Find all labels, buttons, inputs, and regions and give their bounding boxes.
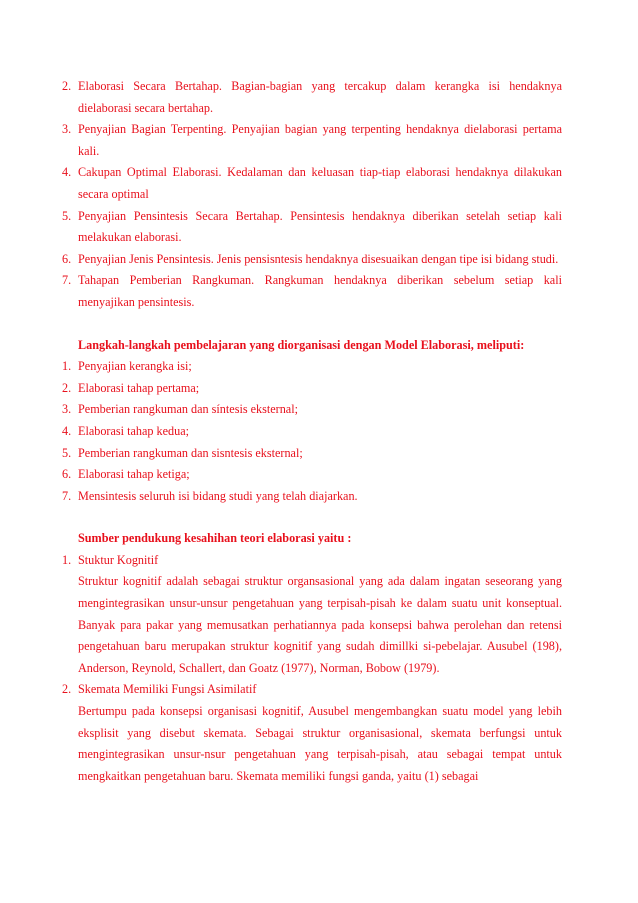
item-number: 2. <box>62 682 72 697</box>
list-item <box>62 119 562 162</box>
document-content <box>62 76 562 787</box>
item-number: 7. <box>62 273 72 288</box>
item-number: 5. <box>62 445 72 460</box>
list-item <box>62 162 562 205</box>
item-title: Skemata Memiliki Fungsi Asimilatif <box>78 682 257 697</box>
item-number: 3. <box>62 122 72 137</box>
list-item <box>62 270 562 313</box>
item-text: Elaborasi tahap kedua; <box>78 423 189 438</box>
list-item <box>62 356 562 378</box>
item-number: 5. <box>62 208 72 223</box>
principles-list <box>62 76 562 314</box>
list-item <box>62 249 562 271</box>
list-item <box>62 76 562 119</box>
item-text: Pemberian rangkuman dan síntesis eksternal; <box>78 402 298 417</box>
list-item <box>62 464 562 486</box>
steps-heading: Langkah-langkah pembelajaran yang diorganisasi dengan Model Elaborasi, meliputi: <box>78 337 525 352</box>
list-item <box>62 443 562 465</box>
sources-heading: Sumber pendukung kesahihan teori elaborasi yaitu : <box>78 531 352 546</box>
list-item <box>62 486 562 508</box>
item-text: Cakupan Optimal Elaborasi. Kedalaman dan keluasan tiap-tiap elaborasi hendaknya dilakukan secara optimal <box>78 165 562 201</box>
sources-list <box>62 550 562 788</box>
item-title: Stuktur Kognitif <box>78 552 159 567</box>
item-text: Pemberian rangkuman dan sisntesis eksternal; <box>78 445 303 460</box>
list-item <box>62 206 562 249</box>
item-text: Penyajian Jenis Pensintesis. Jenis pensisntesis hendaknya disesuaikan dengan tipe isi bidang studi. <box>78 251 559 266</box>
item-text: Elaborasi Secara Bertahap. Bagian-bagian yang tercakup dalam kerangka isi hendaknya dielaborasi secara bertahap. <box>78 79 562 115</box>
list-item <box>62 378 562 400</box>
item-text: Elaborasi tahap pertama; <box>78 380 200 395</box>
item-text: Tahapan Pemberian Rangkuman. Rangkuman hendaknya diberikan sebelum setiap kali menyajikan pensintesis. <box>78 273 562 309</box>
list-item <box>62 421 562 443</box>
item-number: 4. <box>62 423 72 438</box>
item-text: Penyajian Pensintesis Secara Bertahap. Pensintesis hendaknya diberikan setelah setiap kali melakukan elaborasi. <box>78 208 562 245</box>
item-paragraph: Bertumpu pada konsepsi organisasi kognitif, Ausubel mengembangkan suatu model yang lebih eksplisit yang disebut skemata. Sebagai struktur organisasional, skemata berfungsi untuk mengintegrasikan unsur-nsur pengetahuan yang terpisah-pisah, atau sebagai tempat untuk mengkaitkan pengetahuan baru. Skemata memiliki fungsi ganda, yaitu (1) sebagai <box>78 704 562 783</box>
item-number: 2. <box>62 79 72 93</box>
item-text: Penyajian Bagian Terpenting. Penyajian bagian yang terpenting hendaknya dielaborasi pertama kali. <box>78 122 562 158</box>
list-item <box>62 399 562 421</box>
item-paragraph: Struktur kognitif adalah sebagai struktur organsasional yang ada dalam ingatan seseorang yang mengintegrasikan unsur-unsur pengetahuan yang terpisah-pisah ke dalam suatu unit konseptual. Banyak para pakar yang memusatkan perhatiannya pada konsepsi bahwa perolehan dan retensi pengetahuan baru merupakan struktur kognitif yang sudah dimillki si-pebelajar. Ausubel (198), Anderson, Reynold, Schallert, dan Goatz (1977), Norman, Bobow (1979). <box>78 574 562 675</box>
item-text: Penyajian kerangka isi; <box>78 359 192 374</box>
list-item <box>62 550 562 572</box>
item-text: Elaborasi tahap ketiga; <box>78 467 190 482</box>
item-number: 4. <box>62 165 72 180</box>
item-number: 2. <box>62 380 72 395</box>
list-item <box>62 679 562 701</box>
item-number: 7. <box>62 488 72 503</box>
steps-list <box>62 356 562 507</box>
item-number: 6. <box>62 467 72 482</box>
item-number: 1. <box>62 552 72 567</box>
item-text: Mensintesis seluruh isi bidang studi yang telah diajarkan. <box>78 488 358 503</box>
item-number: 3. <box>62 402 72 417</box>
item-number: 6. <box>62 251 72 266</box>
item-number: 1. <box>62 359 72 374</box>
